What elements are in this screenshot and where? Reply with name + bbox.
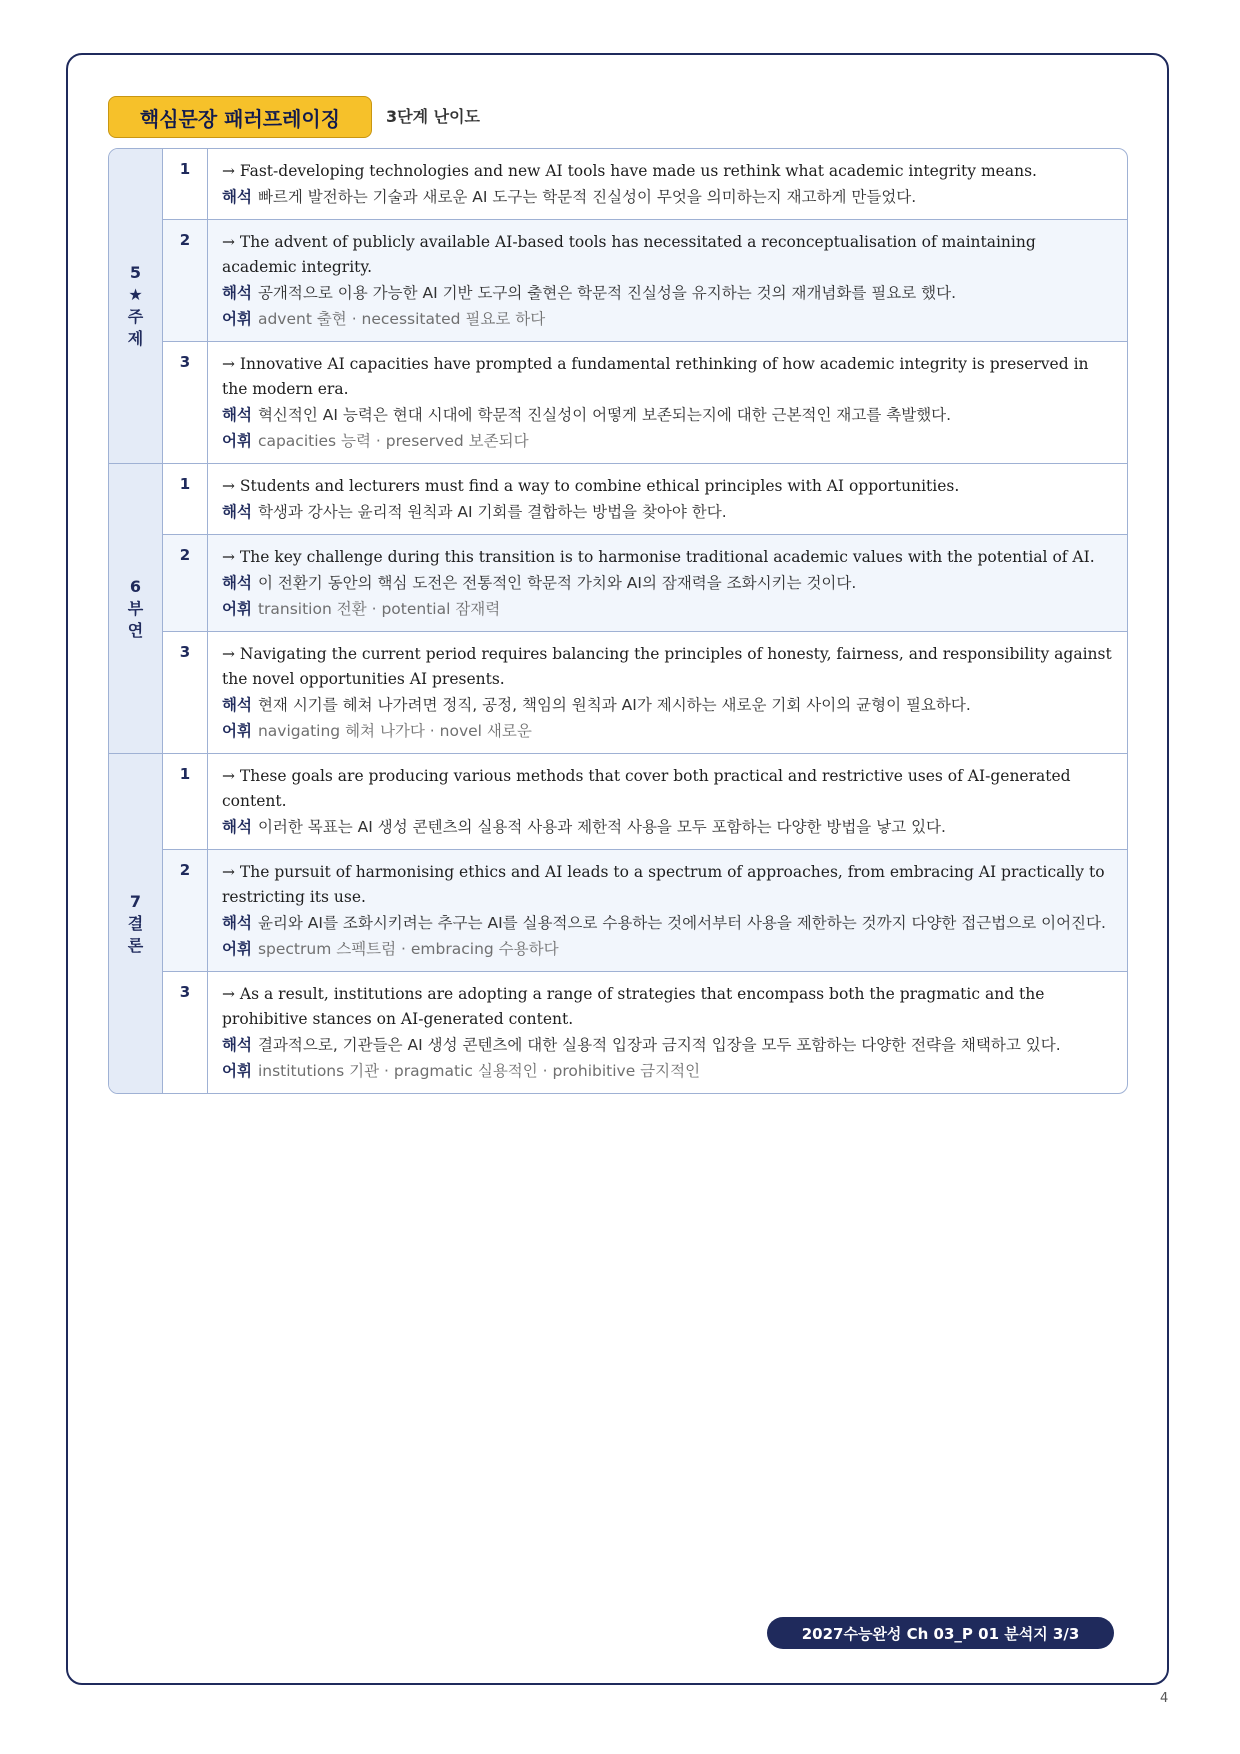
row-number: 2 [163, 535, 208, 631]
translation-tag: 해석 [222, 188, 252, 206]
translation-line [222, 910, 1113, 936]
vocab-tag: 어휘 [222, 432, 252, 450]
english-sentence: → The advent of publicly available AI-based tools has necessitated a reconceptualisation of maintaining academic integrity. [222, 233, 1036, 276]
translation-line [222, 1032, 1113, 1058]
translation-line [222, 184, 1113, 210]
group-label-char: 7 [129, 891, 142, 911]
vocab-text: advent 출현 · necessitated 필요로 하다 [257, 310, 546, 328]
group-label-char: 론 [127, 935, 144, 955]
sentence-row [163, 149, 1127, 220]
vocab-tag: 어휘 [222, 310, 252, 328]
translation-tag: 해석 [222, 1036, 252, 1054]
row-number: 1 [163, 149, 208, 219]
row-number: 1 [163, 754, 208, 849]
row-content [208, 632, 1127, 753]
group-label-char: 결 [127, 913, 144, 933]
translation-text: 공개적으로 이용 가능한 AI 기반 도구의 출현은 학문적 진실성을 유지하는 것의 재개념화를 필요로 했다. [257, 284, 957, 302]
row-number: 3 [163, 972, 208, 1093]
english-sentence: → These goals are producing various methods that cover both practical and restrictive uses of AI-generated content. [222, 767, 1071, 810]
vocab-line [222, 1058, 1113, 1084]
row-number: 3 [163, 632, 208, 753]
sentence-row [163, 535, 1127, 632]
translation-text: 현재 시기를 헤쳐 나가려면 정직, 공정, 책임의 원칙과 AI가 제시하는 새로운 기회 사이의 균형이 필요하다. [257, 696, 971, 714]
translation-text: 이 전환기 동안의 핵심 도전은 전통적인 학문적 가치와 AI의 잠재력을 조화시키는 것이다. [257, 574, 857, 592]
group-label [109, 464, 163, 753]
translation-tag: 해석 [222, 696, 252, 714]
sentence-row [163, 464, 1127, 535]
page-number: 4 [1160, 1691, 1169, 1706]
english-sentence: → The key challenge during this transition is to harmonise traditional academic values with the potential of AI. [222, 548, 1095, 566]
group-label [109, 149, 163, 463]
translation-tag: 해석 [222, 574, 252, 592]
group-label-char: 부 [127, 598, 144, 618]
group-label-char: ★ [128, 285, 143, 304]
row-content [208, 972, 1127, 1093]
english-sentence: → Fast-developing technologies and new AI tools have made us rethink what academic integrity means. [222, 162, 1037, 180]
row-number: 3 [163, 342, 208, 463]
row-content [208, 220, 1127, 341]
row-content [208, 149, 1127, 219]
sentence-group [109, 754, 1127, 1093]
translation-tag: 해석 [222, 503, 252, 521]
row-content [208, 535, 1127, 631]
vocab-line [222, 596, 1113, 622]
difficulty-label: 3단계 난이도 [386, 107, 480, 126]
translation-line [222, 692, 1113, 718]
translation-text: 윤리와 AI를 조화시키려는 추구는 AI를 실용적으로 수용하는 것에서부터 사용을 제한하는 것까지 다양한 접근법으로 이어진다. [257, 914, 1106, 932]
vocab-text: institutions 기관 · pragmatic 실용적인 · prohibitive 금지적인 [257, 1062, 701, 1080]
translation-tag: 해석 [222, 914, 252, 932]
group-label-char: 5 [129, 263, 142, 282]
row-content [208, 342, 1127, 463]
sentence-group [109, 464, 1127, 754]
translation-line [222, 570, 1113, 596]
vocab-text: navigating 헤쳐 나가다 · novel 새로운 [257, 722, 532, 740]
english-sentence: → Students and lecturers must find a way to combine ethical principles with AI opportunities. [222, 477, 960, 495]
row-number: 2 [163, 220, 208, 341]
group-label-char: 6 [129, 576, 142, 596]
translation-line [222, 814, 1113, 840]
translation-line [222, 499, 1113, 525]
sentence-row [163, 972, 1127, 1093]
translation-text: 학생과 강사는 윤리적 원칙과 AI 기회를 결합하는 방법을 찾아야 한다. [257, 503, 727, 521]
sentence-group [109, 149, 1127, 464]
vocab-line [222, 718, 1113, 744]
vocab-text: transition 전환 · potential 잠재력 [257, 600, 501, 618]
translation-tag: 해석 [222, 284, 252, 302]
row-content [208, 754, 1127, 849]
english-sentence: → As a result, institutions are adopting a range of strategies that encompass both the pragmatic and the prohibitive stances on AI-generated content. [222, 985, 1045, 1028]
english-sentence: → Innovative AI capacities have prompted a fundamental rethinking of how academic integrity is preserved in the modern era. [222, 355, 1089, 398]
sentence-row [163, 850, 1127, 972]
vocab-tag: 어휘 [222, 722, 252, 740]
vocab-line [222, 306, 1113, 332]
row-number: 2 [163, 850, 208, 971]
vocab-tag: 어휘 [222, 940, 252, 958]
translation-text: 이러한 목표는 AI 생성 콘텐츠의 실용적 사용과 제한적 사용을 모두 포함하는 다양한 방법을 낳고 있다. [257, 818, 946, 836]
translation-line [222, 280, 1113, 306]
translation-text: 결과적으로, 기관들은 AI 생성 콘텐츠에 대한 실용적 입장과 금지적 입장을 모두 포함하는 다양한 전략을 채택하고 있다. [257, 1036, 1061, 1054]
vocab-text: spectrum 스펙트럼 · embracing 수용하다 [257, 940, 559, 958]
translation-tag: 해석 [222, 818, 252, 836]
group-label-char: 주 [127, 307, 144, 326]
translation-text: 혁신적인 AI 능력은 현대 시대에 학문적 진실성이 어떻게 보존되는지에 대한 근본적인 재고를 촉발했다. [257, 406, 952, 424]
english-sentence: → Navigating the current period requires balancing the principles of honesty, fairness, and responsibility against the novel opportunities AI presents. [222, 645, 1112, 688]
section-title: 핵심문장 패러프레이징 [108, 96, 372, 138]
sentence-row [163, 220, 1127, 342]
vocab-text: capacities 능력 · preserved 보존되다 [257, 432, 529, 450]
row-content [208, 464, 1127, 534]
sentence-row [163, 754, 1127, 850]
group-label-char: 제 [127, 329, 144, 348]
english-sentence: → The pursuit of harmonising ethics and AI leads to a spectrum of approaches, from embracing AI practically to restricting its use. [222, 863, 1105, 906]
translation-tag: 해석 [222, 406, 252, 424]
translation-line [222, 402, 1113, 428]
footer-badge: 2027수능완성 Ch 03_P 01 분석지 3/3 [767, 1617, 1114, 1649]
group-label-char: 연 [127, 620, 144, 640]
vocab-line [222, 428, 1113, 454]
vocab-tag: 어휘 [222, 600, 252, 618]
vocab-tag: 어휘 [222, 1062, 252, 1080]
vocab-line [222, 936, 1113, 962]
row-content [208, 850, 1127, 971]
sentence-row [163, 632, 1127, 753]
sentence-row [163, 342, 1127, 463]
row-number: 1 [163, 464, 208, 534]
translation-text: 빠르게 발전하는 기술과 새로운 AI 도구는 학문적 진실성이 무엇을 의미하는지 재고하게 만들었다. [257, 188, 917, 206]
group-label [109, 754, 163, 1093]
paraphrase-table [108, 148, 1128, 1094]
